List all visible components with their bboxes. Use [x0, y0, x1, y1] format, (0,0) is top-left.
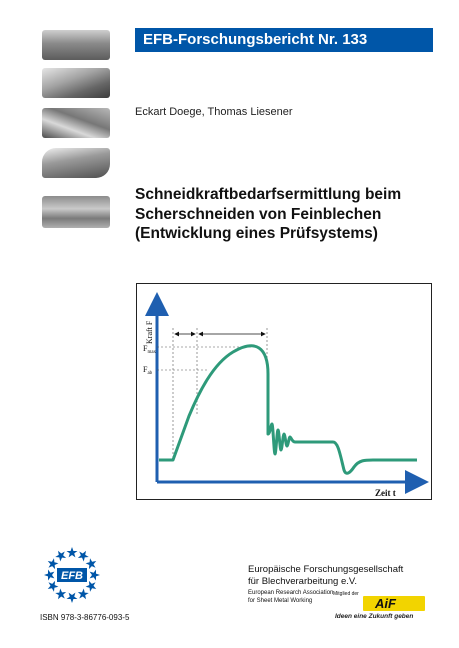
organization-name-de: [248, 564, 403, 588]
x-axis-label: Zeit t: [375, 488, 396, 498]
sheet-metal-photo-2: [42, 68, 110, 98]
org-de-line-2: für Blechverarbeitung e.V.: [248, 576, 357, 587]
diagram-svg: [137, 284, 433, 501]
sheet-metal-photo-1: [42, 30, 110, 60]
fab-label: $F_{ab}$: [143, 365, 153, 376]
organization-name-en: [248, 590, 333, 605]
sheet-metal-photo-5: [42, 196, 110, 228]
efb-logo: [40, 543, 104, 607]
sheet-metal-photo-4: [42, 148, 110, 178]
efb-logo-svg: [40, 543, 104, 607]
aif-tagline: Ideen eine Zukunft geben: [335, 613, 414, 620]
org-en-line-1: European Research Association: [248, 590, 334, 596]
force-curve: [159, 346, 417, 474]
aif-logo: [333, 591, 433, 623]
aif-member-label: Mitglied der: [333, 591, 359, 597]
aif-brand-word: AiF: [375, 596, 396, 611]
series-banner: EFB-Forschungsbericht Nr. 133: [135, 28, 433, 52]
fmax-label: $F_{max}$: [143, 344, 157, 355]
authors: Eckart Doege, Thomas Liesener: [135, 106, 293, 118]
title-line-1: Schneidkraftbedarfsermittlung beim: [135, 186, 402, 203]
sheet-metal-photo-3: [42, 108, 110, 138]
org-de-line-1: Europäische Forschungsgesellschaft: [248, 564, 404, 575]
force-time-diagram: [136, 283, 432, 500]
efb-logo-wordmark: EFB: [61, 570, 83, 582]
isbn: ISBN 978-3-86776-093-5: [40, 613, 130, 622]
org-en-line-2: for Sheet Metal Working: [248, 597, 313, 604]
title-line-2: Scherschneiden von Feinblechen: [135, 205, 382, 223]
y-axis-label: Kraft F: [145, 320, 154, 344]
report-title: [135, 185, 435, 244]
title-line-3: (Entwicklung eines Prüfsystems): [135, 225, 378, 242]
